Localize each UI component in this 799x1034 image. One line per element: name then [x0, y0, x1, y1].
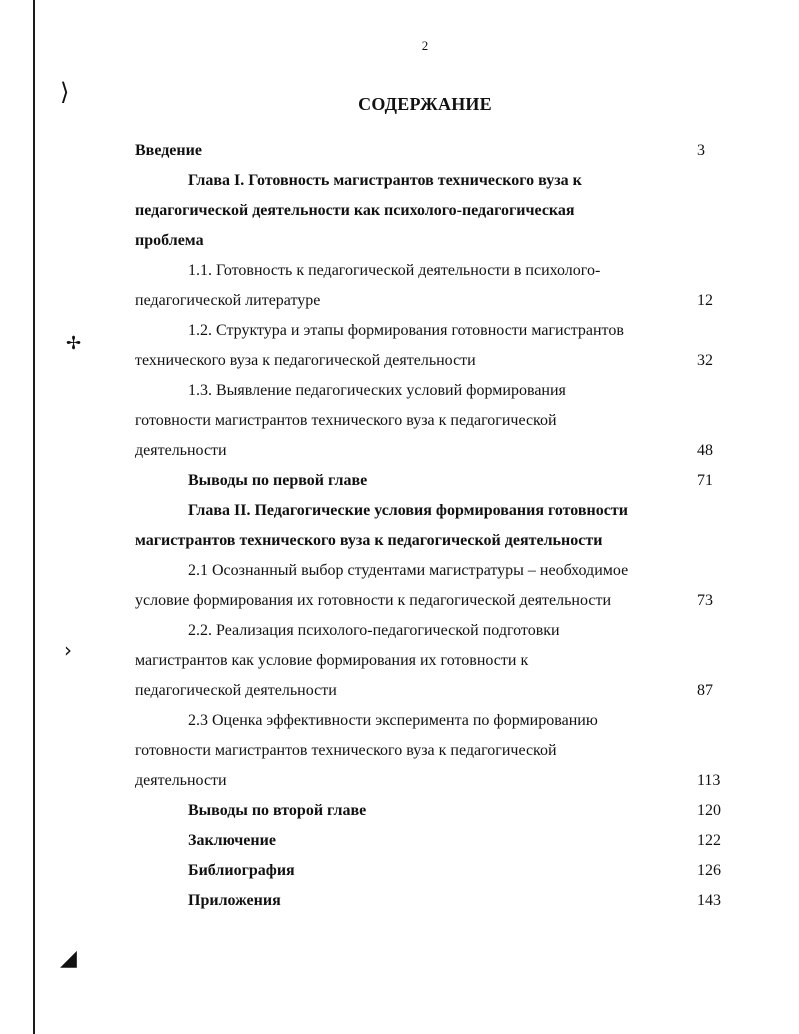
- toc-entry-text: 1.2. Структура и этапы формирования готовности магистрантов: [188, 322, 624, 339]
- toc-entry-page: 32: [697, 352, 713, 369]
- toc-entry: [135, 586, 730, 616]
- toc-entry-text: готовности магистрантов технического вуза к педагогической: [135, 412, 557, 429]
- toc-entry: [135, 436, 730, 466]
- toc-entry-text: Выводы по первой главе: [188, 472, 368, 489]
- toc-entry-text: педагогической литературе: [135, 292, 321, 309]
- toc-entry: [135, 346, 730, 376]
- toc-entry-text: технического вуза к педагогической деятельности: [135, 352, 476, 369]
- toc-entry: [135, 136, 730, 166]
- toc-entry: [135, 556, 730, 586]
- toc-entry-text: готовности магистрантов технического вуза к педагогической: [135, 742, 557, 759]
- toc-entry-text: деятельности: [135, 442, 227, 459]
- toc-entry-page: 71: [697, 472, 713, 489]
- toc-entry: [135, 676, 730, 706]
- toc-entry-page: 48: [697, 442, 713, 459]
- toc-entry-text: деятельности: [135, 772, 227, 789]
- toc-entry: [135, 406, 730, 436]
- scan-speck-mark: ✢: [66, 333, 82, 354]
- toc-entry-text: Глава I. Готовность магистрантов технического вуза к: [188, 172, 582, 189]
- toc-entry: [135, 166, 730, 196]
- toc-entry-text: 1.1. Готовность к педагогической деятельности в психолого-: [188, 262, 601, 279]
- page-title: СОДЕРЖАНИЕ: [358, 94, 492, 114]
- toc-entry-text: Приложения: [188, 892, 281, 909]
- scan-margin-line: [33, 0, 35, 1034]
- scan-speck-mark: ›: [64, 638, 72, 662]
- scan-speck-mark: ◢: [60, 946, 77, 971]
- toc-entry-text: проблема: [135, 232, 204, 249]
- toc-entry: [135, 226, 730, 256]
- toc-entry: [135, 526, 730, 556]
- toc-entry-text: Глава II. Педагогические условия формирования готовности: [188, 502, 628, 519]
- toc-entry-text: 2.1 Осознанный выбор студентами магистратуры – необходимое: [188, 562, 629, 579]
- toc-entry-page: 122: [697, 832, 721, 849]
- toc-entry: [135, 466, 730, 496]
- page-number: 2: [421, 38, 429, 53]
- toc-entry: [135, 766, 730, 796]
- toc-entry: [135, 856, 730, 886]
- toc-entry-text: магистрантов технического вуза к педагогической деятельности: [135, 532, 603, 549]
- toc-entry-text: 1.3. Выявление педагогических условий формирования: [188, 382, 566, 399]
- scan-speck-mark: ⟩: [60, 78, 70, 106]
- toc-entry-text: Введение: [135, 142, 202, 159]
- toc-entry: [135, 256, 730, 286]
- toc-entry: [135, 736, 730, 766]
- toc-entry: [135, 886, 730, 916]
- toc-entry: [135, 196, 730, 226]
- toc-entry: [135, 706, 730, 736]
- toc-entry-text: педагогической деятельности: [135, 682, 337, 699]
- toc-entry: [135, 796, 730, 826]
- toc-entry-page: 87: [697, 682, 713, 699]
- toc-entry: [135, 646, 730, 676]
- toc-entry-text: магистрантов как условие формирования их готовности к: [135, 652, 529, 669]
- toc-entry-text: 2.2. Реализация психолого-педагогической подготовки: [188, 622, 560, 639]
- toc-entry: [135, 496, 730, 526]
- toc-entry-page: 113: [697, 772, 721, 789]
- toc-entry-text: педагогической деятельности как психолого-педагогическая: [135, 202, 575, 219]
- toc-entry-text: Заключение: [188, 832, 276, 849]
- toc-entry-text: условие формирования их готовности к педагогической деятельности: [135, 592, 612, 609]
- toc-entry: [135, 286, 730, 316]
- toc-entry-text: 2.3 Оценка эффективности эксперимента по формированию: [188, 712, 598, 729]
- toc-entry-page: 3: [697, 142, 705, 159]
- toc-entry: [135, 376, 730, 406]
- toc-entry-text: Выводы по второй главе: [188, 802, 367, 819]
- toc-entry-page: 12: [697, 292, 713, 309]
- toc-entry-page: 73: [697, 592, 713, 609]
- toc-entry: [135, 826, 730, 856]
- toc-entry: [135, 316, 730, 346]
- toc-entry-page: 120: [697, 802, 721, 819]
- toc-entry-page: 143: [697, 892, 721, 909]
- toc-entry-page: 126: [697, 862, 721, 879]
- toc-entry: [135, 616, 730, 646]
- toc-entry-text: Библиография: [188, 862, 295, 879]
